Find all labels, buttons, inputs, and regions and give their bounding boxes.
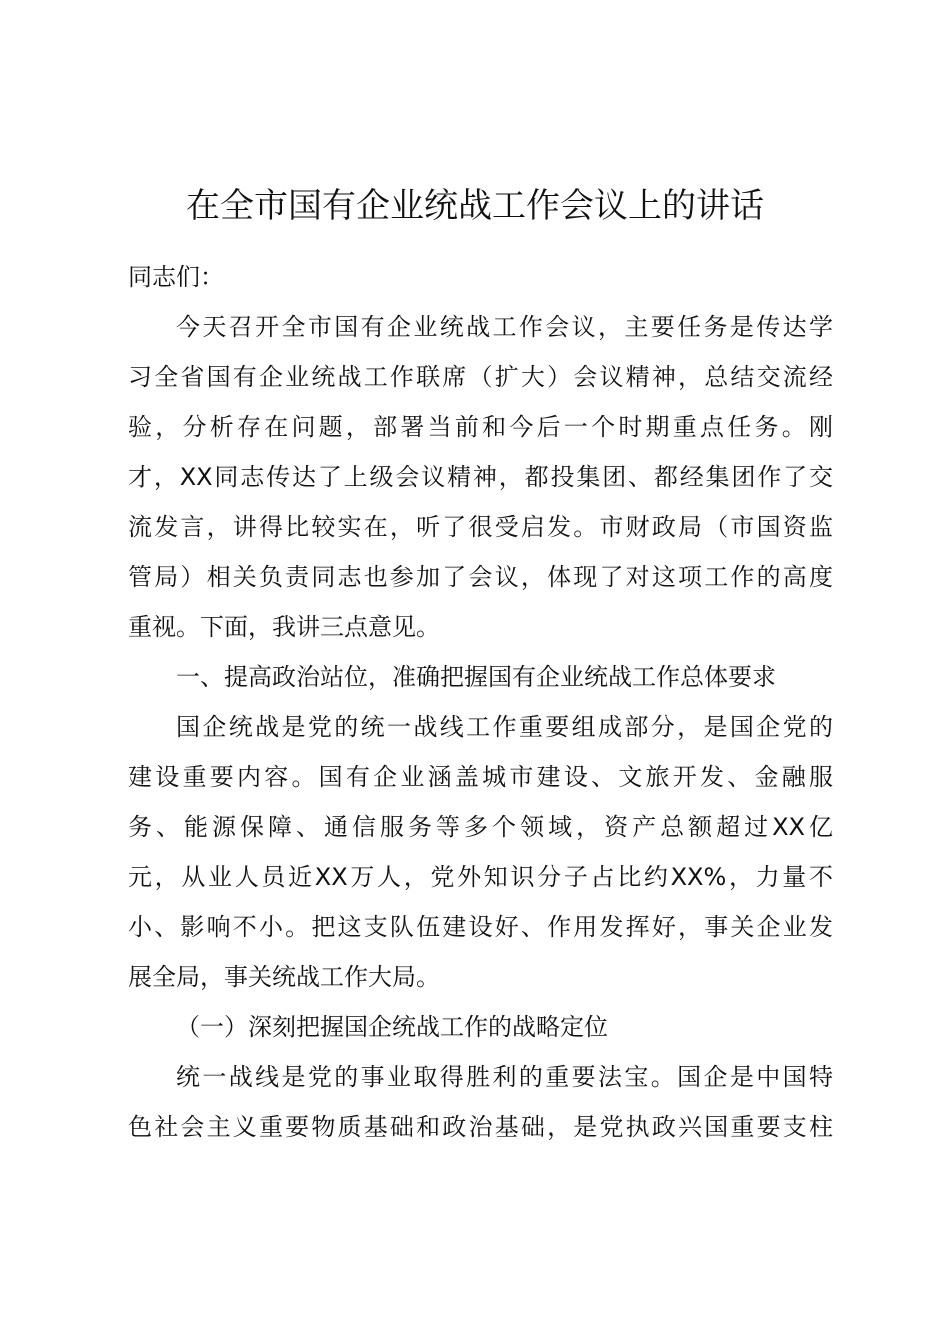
body-line: 国企统战是党的统一战线工作重要组成部分，是国企党的 (176, 713, 833, 741)
body-line: 色社会主义重要物质基础和政治基础，是党执政兴国重要支柱 (128, 1113, 833, 1141)
body-line: 务、能源保障、通信服务等多个领域，资产总额超过XX亿 (128, 813, 833, 841)
body-line: 今天召开全市国有企业统战工作会议，主要任务是传达学 (176, 313, 833, 341)
body-line: 重视。下面，我讲三点意见。 (128, 613, 440, 641)
salutation: 同志们： (128, 263, 224, 291)
body-line: 建设重要内容。国有企业涵盖城市建设、文旅开发、金融服 (128, 763, 833, 791)
document-title: 在全市国有企业统战工作会议上的讲话 (186, 186, 764, 226)
body-line: （一）深刻把握国企统战工作的战略定位 (176, 1013, 608, 1041)
body-line: 统一战线是党的事业取得胜利的重要法宝。国企是中国特 (176, 1063, 833, 1091)
document-body (128, 252, 833, 1152)
body-line: 一、提高政治站位，准确把握国有企业统战工作总体要求 (176, 663, 776, 691)
body-line: 习全省国有企业统战工作联席（扩大）会议精神，总结交流经 (128, 363, 833, 391)
body-line: 展全局，事关统战工作大局。 (128, 963, 440, 991)
body-line: 才，XX同志传达了上级会议精神，都投集团、都经集团作了交 (128, 463, 833, 491)
body-line: 小、影响不小。把这支队伍建设好、作用发挥好，事关企业发 (128, 913, 833, 941)
body-line: 元，从业人员近XX万人，党外知识分子占比约XX%，力量不 (128, 863, 833, 891)
body-line: 管局）相关负责同志也参加了会议，体现了对这项工作的高度 (128, 563, 833, 591)
body-line: 验，分析存在问题，部署当前和今后一个时期重点任务。刚 (128, 413, 833, 441)
body-line: 流发言，讲得比较实在，听了很受启发。市财政局（市国资监 (128, 513, 833, 541)
